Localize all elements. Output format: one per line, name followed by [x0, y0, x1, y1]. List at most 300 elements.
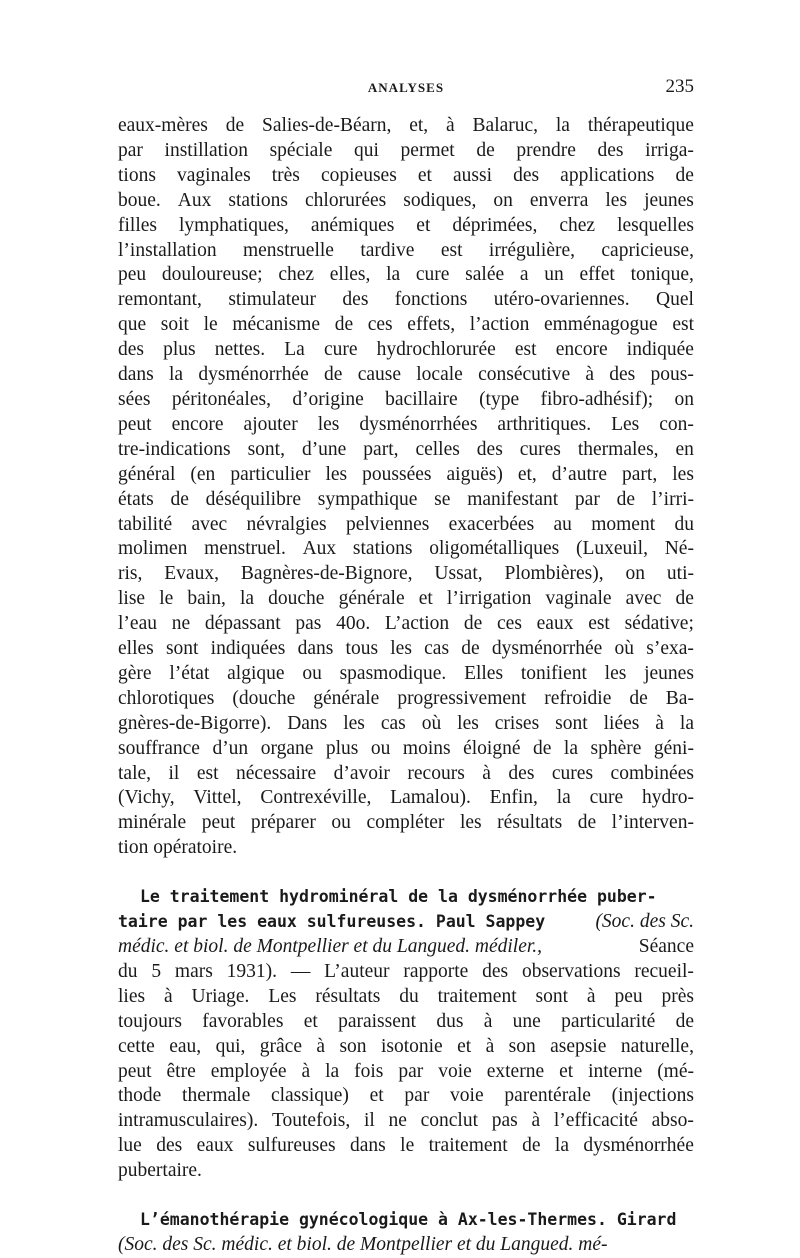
word: encore — [171, 413, 224, 435]
word: Toutefois, — [271, 1110, 351, 1132]
word: naturelle, — [620, 1035, 694, 1057]
word: utéro-ovariennes. — [493, 289, 630, 311]
word: peut — [118, 413, 152, 435]
word: les — [325, 463, 348, 485]
word: (type — [479, 388, 520, 410]
word: toujours — [118, 1010, 182, 1032]
article-source-cont: médic. et biol. de Montpellier et du Langued. médiler., — [118, 936, 543, 957]
word: l’interven- — [611, 812, 694, 834]
word: moment — [591, 513, 656, 535]
word: est — [440, 239, 463, 261]
word: en — [675, 438, 694, 460]
word: de — [324, 364, 343, 386]
word: fibro-adhésif); — [540, 388, 654, 410]
word: cures — [519, 438, 561, 460]
word: les — [672, 463, 694, 485]
word: ces — [497, 613, 522, 635]
word: hydro- — [641, 787, 694, 809]
word: les — [605, 189, 628, 211]
word: recours — [407, 762, 465, 784]
word: par — [398, 1060, 424, 1082]
word: dans — [297, 638, 334, 660]
text-line — [118, 263, 694, 288]
word: cas — [424, 638, 450, 660]
word: peu — [614, 985, 643, 1007]
word: organe — [260, 737, 314, 759]
word: à — [316, 1035, 326, 1057]
word: l’eau — [118, 613, 157, 635]
word: les — [390, 638, 412, 660]
word: favorables — [202, 1010, 284, 1032]
word: observations — [521, 960, 621, 982]
word: un — [544, 264, 564, 286]
word: d’un — [212, 737, 249, 759]
word: indiquées — [210, 638, 286, 660]
text-line — [118, 637, 694, 662]
word: traitement — [437, 985, 517, 1007]
word: gère — [118, 662, 152, 684]
word: sées — [118, 388, 151, 410]
text-line — [118, 811, 694, 836]
word: grâce — [259, 1035, 302, 1057]
word: compléter — [366, 812, 445, 834]
word: salée — [465, 264, 505, 286]
word: douche — [268, 588, 325, 610]
word: des — [609, 364, 636, 386]
word: uti- — [666, 563, 694, 585]
paragraph-continuation — [118, 114, 694, 861]
word: copieuses — [320, 164, 397, 186]
word: hydrochlorurée — [376, 339, 496, 361]
word: minérale — [118, 812, 187, 834]
word: une — [512, 1010, 541, 1032]
word: dysménorrhée — [583, 1135, 694, 1157]
word: nécessaire — [236, 762, 317, 784]
word: L’action — [384, 613, 450, 635]
word: tions — [118, 164, 156, 186]
word: lies — [118, 985, 146, 1007]
text-line — [118, 1134, 694, 1159]
word: les — [604, 662, 627, 684]
article-seance: Séance — [638, 936, 694, 957]
word: La — [284, 339, 305, 361]
word: résultats — [497, 812, 563, 834]
word: (en — [190, 463, 216, 485]
word: progressivement — [397, 687, 527, 709]
article-title-line — [118, 910, 694, 935]
word: de — [616, 488, 635, 510]
word: peu — [118, 264, 147, 286]
word: des — [508, 762, 535, 784]
text-line — [118, 786, 694, 811]
article-title-cont: taire par les eaux sulfureuses. Paul Sappey — [118, 912, 546, 932]
word: de — [675, 588, 694, 610]
word: Aux — [177, 189, 212, 211]
word: de — [675, 164, 694, 186]
word: elles — [118, 638, 154, 660]
word: états — [118, 488, 154, 510]
word: Bagnères-de-Bignore, — [240, 563, 413, 585]
word: les — [459, 812, 482, 834]
word: à — [301, 1060, 311, 1082]
word: boue. — [118, 189, 161, 211]
article-title: Le traitement hydrominéral de la dysménorrhée puber- — [140, 887, 657, 907]
word: conclut — [420, 1110, 479, 1132]
word: au — [553, 513, 572, 535]
text-line — [118, 960, 694, 985]
word: Contrexéville, — [260, 787, 372, 809]
word: préparer — [250, 812, 316, 834]
word: et — [369, 1085, 384, 1107]
word: eaux-mères — [118, 115, 208, 136]
word: sont — [165, 638, 199, 660]
word: l’état — [169, 662, 210, 684]
word: est — [672, 314, 694, 336]
text-line — [118, 712, 694, 737]
word: par — [574, 488, 600, 510]
word: dans — [118, 364, 154, 386]
word: employée — [210, 1060, 287, 1082]
word: (mé- — [657, 1060, 694, 1082]
word: mécanisme — [232, 314, 321, 336]
word: part, — [622, 463, 658, 485]
word: encore — [555, 339, 608, 361]
word: jeunes — [644, 189, 694, 211]
word: crises — [494, 712, 540, 734]
word: particularité — [561, 1010, 656, 1032]
word: emménagogue — [543, 314, 658, 336]
article-emanotherapie — [118, 1208, 694, 1258]
word: a — [519, 264, 529, 286]
word: bain, — [187, 588, 226, 610]
word: indiquée — [626, 339, 694, 361]
word: (Luxeuil, — [575, 538, 648, 560]
word: 1931). — [226, 960, 278, 982]
word: anémiques — [310, 214, 395, 236]
word: où — [614, 638, 635, 660]
text-line — [118, 413, 694, 438]
word: des — [156, 1135, 183, 1157]
word: spasmodique. — [339, 662, 447, 684]
word: mars — [174, 960, 213, 982]
word: à — [163, 985, 173, 1007]
text-line — [118, 562, 694, 587]
word: la — [563, 737, 578, 759]
text-line — [118, 463, 694, 488]
word: thermale — [182, 1085, 251, 1107]
text-line — [118, 388, 694, 413]
word: générale — [313, 687, 380, 709]
word: se — [434, 488, 451, 510]
word: la — [556, 787, 571, 809]
word: déséquilibre — [205, 488, 301, 510]
word: consécutive — [478, 364, 571, 386]
text-line — [118, 662, 694, 687]
article-source: (Soc. des Sc. médic. et biol. de Montpellier et du Langued. mé- — [118, 1233, 608, 1255]
word: refroidie — [544, 687, 612, 709]
word: d’origine — [292, 388, 364, 410]
word: tabilité — [118, 513, 173, 535]
word: son — [508, 1035, 536, 1057]
word: on — [493, 189, 513, 211]
word: du — [118, 960, 138, 982]
word: de — [461, 638, 480, 660]
word: sédative; — [624, 613, 694, 635]
word: dysménorrhée — [491, 638, 603, 660]
word: à — [531, 1110, 541, 1132]
word: effet — [579, 264, 615, 286]
word: et — [416, 214, 431, 236]
word: L’auteur — [324, 960, 390, 982]
text-line — [118, 1109, 694, 1134]
word: à — [586, 985, 596, 1007]
word: (Vichy, — [118, 787, 175, 809]
word: tous — [345, 638, 379, 660]
text-line — [118, 114, 694, 139]
word: ces — [367, 314, 393, 336]
word: dépassant — [204, 613, 281, 635]
text-line — [118, 587, 694, 612]
word: souffrance — [118, 737, 200, 759]
word: être — [166, 1060, 196, 1082]
word: des — [482, 960, 509, 982]
word: générale — [338, 588, 405, 610]
running-title: ANALYSES — [367, 80, 445, 95]
word: éloigné — [463, 737, 521, 759]
word: lymphatiques, — [178, 214, 289, 236]
text-line — [118, 313, 694, 338]
word: plus — [163, 339, 196, 361]
text-line — [118, 438, 694, 463]
word: le — [159, 588, 174, 610]
word: stations — [352, 538, 413, 560]
word: externe — [486, 1060, 545, 1082]
word: irrégulière, — [488, 239, 575, 261]
word: de — [533, 737, 552, 759]
word: et, — [517, 463, 537, 485]
page-number: 235 — [665, 76, 694, 97]
word: algique — [227, 662, 285, 684]
word: par — [118, 139, 143, 161]
text-line — [118, 1035, 694, 1060]
word: poussées — [362, 463, 432, 485]
word: l’action — [469, 314, 530, 336]
text-line — [118, 537, 694, 562]
word: est — [588, 613, 610, 635]
word: permet — [400, 139, 455, 161]
article-title-line — [118, 1208, 694, 1233]
word: part, — [363, 438, 399, 460]
word: résultats — [315, 985, 381, 1007]
word: par — [404, 1085, 430, 1107]
text-line: tion opératoire. — [118, 837, 238, 859]
word: nettes. — [214, 339, 266, 361]
word: douloureuse; — [161, 264, 263, 286]
word: à — [483, 1010, 493, 1032]
word: on — [625, 563, 646, 585]
word: pous- — [650, 364, 694, 386]
word: de — [170, 488, 189, 510]
word: qui, — [215, 1035, 246, 1057]
word: tonifient — [520, 662, 587, 684]
word: fois — [354, 1060, 384, 1082]
article-sulfureuses — [118, 885, 694, 1184]
word: liées — [603, 712, 640, 734]
word: isotonie — [380, 1035, 443, 1057]
word: Ba- — [665, 687, 694, 709]
word: arthritiques. — [497, 413, 592, 435]
word: bacillaire — [385, 388, 458, 410]
word: ne — [171, 613, 191, 635]
word: (injections — [611, 1085, 694, 1107]
word: pas — [295, 613, 322, 635]
running-head — [118, 76, 694, 100]
word: l’efficacité — [553, 1110, 638, 1132]
word: chlorotiques — [118, 687, 215, 709]
text-line — [118, 139, 694, 164]
word: de — [476, 139, 495, 161]
word: à — [482, 762, 491, 784]
text-line — [118, 513, 694, 538]
word: et — [303, 1010, 318, 1032]
word: peut — [118, 1060, 152, 1082]
word: de — [629, 687, 648, 709]
word: on — [674, 388, 694, 410]
word: la — [386, 264, 401, 286]
word: à — [655, 712, 664, 734]
word: à — [446, 115, 455, 136]
word: aussi — [453, 164, 493, 186]
word: plus — [325, 737, 359, 759]
word: pas — [491, 1110, 518, 1132]
word: avec — [191, 513, 228, 535]
word: cure — [415, 264, 450, 286]
word: Balaruc, — [472, 115, 539, 136]
word: recueil- — [634, 960, 694, 982]
word: soit — [160, 314, 189, 336]
word: ris, — [118, 563, 143, 585]
word: rapporte — [403, 960, 469, 982]
word: des — [476, 438, 503, 460]
word: elles, — [329, 264, 371, 286]
word: du — [674, 513, 694, 535]
word: que — [118, 314, 147, 336]
word: chez — [559, 214, 596, 236]
word: tonique, — [630, 264, 694, 286]
word: et — [417, 164, 432, 186]
word: tale, — [118, 762, 152, 784]
word: Ussat, — [434, 563, 483, 585]
word: sympathique — [317, 488, 418, 510]
article-title-line — [118, 885, 694, 910]
word: le — [203, 314, 218, 336]
word: lesquelles — [617, 214, 694, 236]
word: et — [418, 588, 433, 610]
text-line — [118, 338, 694, 363]
article-title: L’émanothérapie gynécologique à Ax-les-Thermes. Girard — [140, 1210, 677, 1230]
word: Plombières), — [504, 563, 604, 585]
word: des — [513, 164, 540, 186]
word: sont — [555, 712, 588, 734]
text-line — [118, 687, 694, 712]
word: et — [559, 1060, 574, 1082]
word: son — [339, 1035, 367, 1057]
word: il — [363, 1110, 375, 1132]
word: la — [325, 1060, 340, 1082]
word: Evaux, — [164, 563, 219, 585]
word: les — [343, 712, 365, 734]
word: s’exa- — [646, 638, 694, 660]
word: Enfin, — [489, 787, 538, 809]
word: dans — [350, 1135, 386, 1157]
word: la — [239, 588, 255, 610]
word: asepsie — [550, 1035, 607, 1057]
word: la — [169, 364, 184, 386]
word: molimen — [118, 538, 188, 560]
word: fonctions — [394, 289, 468, 311]
word: combinées — [610, 762, 694, 784]
word: la — [679, 712, 694, 734]
word: est — [196, 762, 219, 784]
word: prendre — [516, 139, 576, 161]
word: capricieuse, — [601, 239, 694, 261]
word: thermales, — [577, 438, 659, 460]
word: de — [675, 1010, 694, 1032]
article-source: (Soc. des Sc. — [595, 911, 694, 933]
text-line: pubertaire. — [118, 1160, 202, 1182]
word: thérapeutique — [587, 115, 694, 136]
word: sphère — [590, 737, 642, 759]
word: ou — [370, 737, 391, 759]
word: eaux — [536, 613, 574, 635]
word: stimulateur — [228, 289, 317, 311]
word: à — [585, 364, 595, 386]
text-line — [118, 164, 694, 189]
word: interne — [588, 1060, 643, 1082]
word: les — [457, 712, 479, 734]
word: près — [661, 985, 694, 1007]
word: lue — [118, 1135, 142, 1157]
word: Lamalou). — [390, 787, 471, 809]
text-line — [118, 488, 694, 513]
article-source-line — [118, 1233, 694, 1258]
word: des — [342, 289, 369, 311]
word: Elles — [464, 662, 504, 684]
word: Dans — [287, 712, 328, 734]
word: moins — [402, 737, 451, 759]
text-line — [118, 985, 694, 1010]
word: la — [554, 1135, 569, 1157]
word: Aux — [302, 538, 337, 560]
word: d’une — [301, 438, 347, 460]
word: 5 — [151, 960, 162, 982]
text-line — [118, 214, 694, 239]
word: lise — [118, 588, 146, 610]
word: instillation — [164, 139, 248, 161]
text-line — [118, 239, 694, 264]
word: ne — [388, 1110, 407, 1132]
word: applications — [560, 164, 655, 186]
article-source-line — [118, 935, 694, 960]
word: Les — [268, 985, 297, 1007]
word: et — [457, 1035, 472, 1057]
word: est — [514, 339, 537, 361]
word: remontant, — [118, 289, 202, 311]
word: Quel — [656, 289, 694, 311]
word: d’autre — [551, 463, 608, 485]
text-line — [118, 363, 694, 388]
word: des — [597, 139, 624, 161]
